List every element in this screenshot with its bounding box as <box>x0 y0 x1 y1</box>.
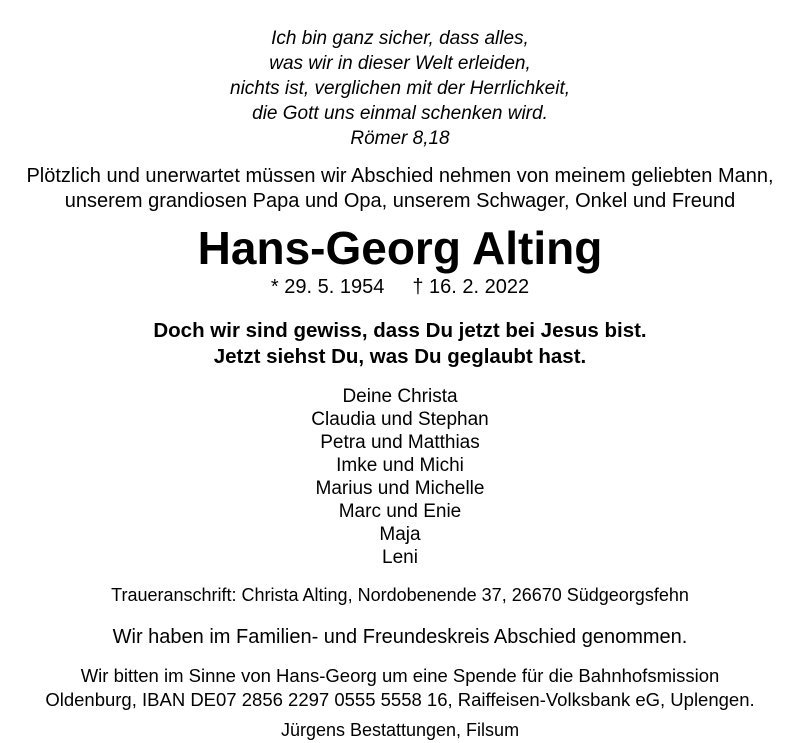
mourner-name: Claudia und Stephan <box>311 409 489 430</box>
mourner-name: Petra und Matthias <box>320 432 480 453</box>
donation-request-line: Oldenburg, IBAN DE07 2856 2297 0555 5558 16, Raiffeisen-Volksbank eG, Uplengen. <box>45 689 755 710</box>
scripture-quote-line: die Gott uns einmal schenken wird. <box>252 103 548 124</box>
announcement-line: Plötzlich und unerwartet müssen wir Abschied nehmen von meinem geliebten Mann, <box>26 165 774 187</box>
scripture-quote-lines <box>0 26 800 126</box>
announcement-line: unserem grandiosen Papa und Opa, unserem Schwager, Onkel und Freund <box>64 190 736 212</box>
mourner-name: Deine Christa <box>342 386 458 407</box>
life-dates <box>0 277 800 297</box>
birth-date: * 29. 5. 1954 <box>270 276 385 298</box>
donation-request <box>0 664 800 712</box>
announcement-text <box>0 164 800 214</box>
deceased-name: Hans-Georg Alting <box>197 222 603 274</box>
funeral-home: Jürgens Bestattungen, Filsum <box>280 720 520 740</box>
mourner-name: Marius und Michelle <box>315 478 485 499</box>
farewell-note: Wir haben im Familien- und Freundeskreis Abschied genommen. <box>112 626 688 648</box>
scripture-quote-line: was wir in dieser Welt erleiden, <box>269 53 531 74</box>
faith-affirmation-line: Doch wir sind gewiss, dass Du jetzt bei Jesus bist. <box>153 319 647 342</box>
mourner-name: Imke und Michi <box>336 455 464 476</box>
scripture-quote-line: nichts ist, verglichen mit der Herrlichkeit, <box>230 78 570 99</box>
mourner-name: Marc und Enie <box>338 501 462 522</box>
scripture-quote <box>0 26 800 151</box>
condolence-address: Traueranschrift: Christa Alting, Nordobenende 37, 26670 Südgeorgsfehn <box>111 585 689 605</box>
scripture-reference: Römer 8,18 <box>350 128 450 149</box>
faith-affirmation <box>0 318 800 370</box>
mourner-name: Maja <box>379 524 421 545</box>
mourner-name: Leni <box>382 547 418 568</box>
faith-affirmation-line: Jetzt siehst Du, was Du geglaubt hast. <box>213 345 587 368</box>
death-date: † 16. 2. 2022 <box>412 276 530 298</box>
scripture-quote-line: Ich bin ganz sicher, dass alles, <box>271 28 529 49</box>
mourners-list <box>0 385 800 569</box>
donation-request-line: Wir bitten im Sinne von Hans-Georg um eine Spende für die Bahnhofsmission <box>80 665 720 686</box>
